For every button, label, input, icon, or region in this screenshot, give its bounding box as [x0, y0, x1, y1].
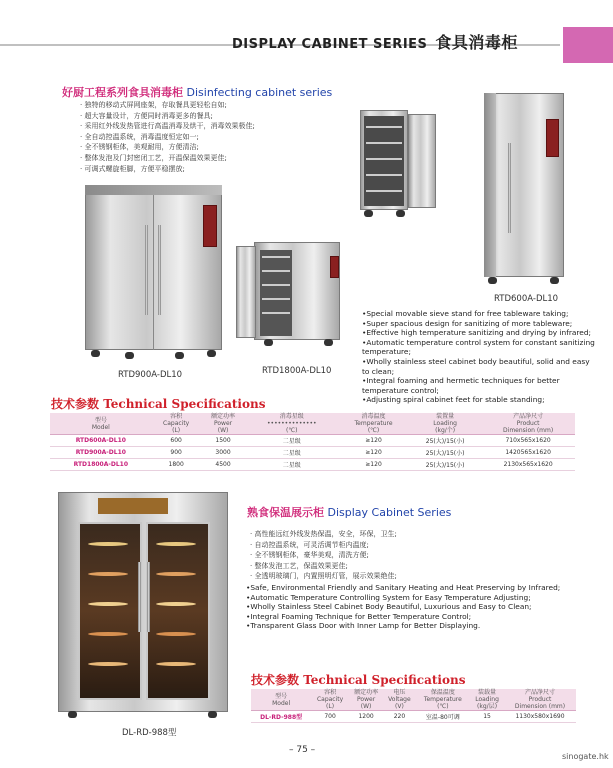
bullet-item: •Adjusting spiral cabinet feet for stable standing; — [362, 395, 545, 405]
spec-header-line: (V) — [395, 703, 404, 710]
spec-header-line: •••••••••••••• — [266, 420, 317, 427]
caption-rtd900a: RTD900A-DL10 — [118, 370, 183, 380]
spec-header-cell — [504, 689, 576, 711]
bullet-item: •Integral foaming and hermetic techniques for better — [362, 376, 560, 386]
spec-header-cell — [201, 413, 246, 435]
bullet-item: · 高性能远红外线发热保温，安全，环保，卫生; — [250, 530, 397, 538]
spec-header-cell — [416, 689, 471, 711]
table-row — [251, 711, 576, 723]
spec-header-line: 容积 — [324, 689, 337, 696]
spec-value-cell: 室温-80可调 — [416, 711, 471, 723]
spec-header-line: Temperature — [354, 420, 393, 427]
spec-header-line: 电压 — [393, 689, 406, 696]
bullet-item: · 全不锈钢柜体，美观耐用，方便清洁; — [80, 143, 199, 152]
spec-header-line: Product — [528, 696, 552, 703]
spec-header-line: (L) — [172, 427, 181, 434]
spec-header-line: Power — [357, 696, 376, 703]
bullet-item: •Safe, Environmental Friendly and Sanitary Heating and Heat Preserving by Infrared; — [246, 583, 561, 592]
spec-value-cell: 二星级 — [245, 435, 338, 447]
bullet-item: · 采用红外线发热管进行高温消毒及烘干，消毒效果极佳; — [80, 122, 255, 131]
spec-value-cell: 1200 — [349, 711, 383, 723]
bullet-item: temperature control; — [362, 385, 439, 395]
section2-spec-title-en: Technical Specifications — [303, 673, 466, 687]
spec-header-line: Loading — [433, 420, 457, 427]
section2-title — [247, 504, 451, 520]
section1-title-cn: 好厨工程系列食具消毒柜 — [62, 86, 183, 99]
table-row — [50, 447, 575, 459]
spec-model-cell: RTD1800A-DL10 — [50, 459, 152, 471]
bullet-item: •Automatic Temperature Controlling System for Easy Temperature Adjusting; — [246, 592, 531, 602]
spec-value-cell: 1130x580x1690 — [504, 711, 576, 723]
spec-value-cell: 25(大)/15(小) — [409, 435, 481, 447]
section2-spec-title-cn: 技术参数 — [251, 673, 300, 687]
bullet-item: temperature; — [362, 347, 411, 357]
bullet-item: · 可调式螺旋柜脚，方便平稳摆放; — [80, 164, 185, 173]
spec-value-cell: 1420565x1620 — [481, 447, 575, 459]
spec-value-cell: 1500 — [201, 435, 246, 447]
bullet-item: •Automatic temperature control system for constant sanitizing — [362, 337, 595, 347]
table-row — [50, 459, 575, 471]
spec-header-line: 消毒温度 — [361, 413, 386, 420]
spec-header-line: 额定功率 — [211, 413, 236, 420]
spec-header-line: 型号 — [275, 692, 288, 700]
rtd600a-cabinet-image — [478, 93, 568, 289]
section1-title — [62, 84, 332, 100]
spec-header-line: Model — [272, 699, 291, 707]
spec-header-cell — [311, 689, 349, 711]
spec-value-cell: 2130x565x1620 — [481, 459, 575, 471]
spec-value-cell: 二星级 — [245, 459, 338, 471]
spec-header-cell — [245, 413, 338, 435]
spec-value-cell: 25(大)/15(小) — [409, 447, 481, 459]
section1-spec-table — [50, 413, 575, 471]
spec-header-line: 装置量 — [436, 413, 455, 420]
spec-header-line: (W) — [360, 703, 372, 710]
spec-value-cell: ≥120 — [338, 447, 409, 459]
table-row — [50, 435, 575, 447]
spec-value-cell: 4500 — [201, 459, 246, 471]
spec-value-cell: 600 — [152, 435, 201, 447]
bullet-item: · 全自动控温系统，消毒温度恒定如一; — [80, 132, 199, 141]
bullet-item: to clean; — [362, 366, 395, 376]
bullet-item: · 整体发泡及门封密闭工艺，开温保温效果更佳; — [80, 153, 227, 162]
section2-spec-title — [251, 671, 465, 688]
spec-value-cell: 900 — [152, 447, 201, 459]
spec-header-line: Dimension (mm) — [514, 703, 566, 710]
spec-header-line: 消毒星级 — [279, 413, 304, 420]
spec-value-cell: ≥120 — [338, 435, 409, 447]
spec-value-cell: 700 — [311, 711, 349, 723]
section2-spec-table — [251, 689, 576, 723]
section2-title-cn: 熟食保温展示柜 — [247, 506, 324, 519]
section1-bullets-en — [362, 309, 602, 405]
spec-header-line: (kg/层) — [477, 703, 498, 710]
spec-header-cell — [470, 689, 504, 711]
spec-header-line: Voltage — [388, 696, 411, 703]
spec-header-line: 装载量 — [478, 689, 497, 696]
rtd900a-cabinet-image — [85, 185, 222, 360]
section1-spec-title — [51, 395, 265, 412]
bullet-item: •Effective high temperature sanitizing and drying by infrared; — [362, 328, 592, 338]
section1-spec-title-en: Technical Specifications — [103, 397, 266, 411]
spec-header-cell — [383, 689, 415, 711]
spec-header-line: (W) — [217, 427, 229, 434]
spec-header-cell — [409, 413, 481, 435]
spec-model-cell: DL-RD-988型 — [251, 711, 311, 723]
header-title-en: DISPLAY CABINET SERIES — [232, 37, 428, 52]
spec-value-cell: 25(大)/15(小) — [409, 459, 481, 471]
spec-value-cell: 710x565x1620 — [481, 435, 575, 447]
spec-header-line: 产品净尺寸 — [525, 689, 556, 696]
header-title-cn: 食具消毒柜 — [435, 33, 518, 52]
caption-rtd600a: RTD600A-DL10 — [494, 294, 559, 304]
spec-header-cell — [349, 689, 383, 711]
page-header-title — [232, 30, 518, 53]
spec-header-cell — [50, 413, 152, 435]
spec-header-cell — [338, 413, 409, 435]
page-number: – 75 – — [289, 745, 316, 755]
spec-header-line: Loading — [475, 696, 499, 703]
source-watermark: sinogate.hk — [562, 752, 609, 761]
spec-value-cell: ≥120 — [338, 459, 409, 471]
spec-model-cell: RTD900A-DL10 — [50, 447, 152, 459]
bullet-item: •Integral Foaming Technique for Better Temperature Control; — [246, 611, 472, 621]
caption-rtd1800a: RTD1800A-DL10 — [262, 366, 332, 376]
bullet-item: •Wholly Stainless Steel Cabinet Body Beautiful, Luxurious and Easy to Clean; — [246, 602, 532, 612]
spec-header-line: Product — [516, 420, 540, 427]
bullet-item: · 全不锈钢柜体，豪华美观，清洗方便; — [250, 551, 369, 560]
spec-value-cell: 220 — [383, 711, 415, 723]
spec-header-cell — [481, 413, 575, 435]
spec-header-line: Capacity — [316, 696, 344, 703]
dl-rd-988-cabinet-image — [58, 492, 228, 718]
section2-bullets-cn — [250, 529, 500, 582]
rtd600a-open-image — [350, 106, 440, 216]
spec-header-line: Temperature — [423, 696, 462, 703]
spec-model-cell: RTD600A-DL10 — [50, 435, 152, 447]
bullet-item: •Transparent Glass Door with Inner Lamp for Better Displaying. — [246, 621, 481, 631]
spec-header-line: (L) — [326, 703, 335, 710]
bullet-item: · 超大容量设计，方便同时消毒更多的餐具; — [80, 111, 213, 120]
spec-header-cell — [152, 413, 201, 435]
section1-bullets-cn — [80, 100, 300, 174]
spec-value-cell: 1800 — [152, 459, 201, 471]
spec-header-line: 型号 — [94, 416, 107, 424]
spec-header-line: 额定功率 — [354, 689, 379, 696]
caption-dl-rd-988: DL-RD-988型 — [122, 728, 177, 738]
spec-header-line: Model — [91, 423, 110, 431]
spec-value-cell: 3000 — [201, 447, 246, 459]
spec-header-line: 容积 — [170, 413, 183, 420]
section1-spec-title-cn: 技术参数 — [51, 397, 100, 411]
spec-value-cell: 15 — [470, 711, 504, 723]
spec-header-line: 保温温度 — [430, 689, 455, 696]
bullet-item: · 整体发泡工艺，保温效果更佳; — [250, 561, 348, 570]
spec-header-line: (℃) — [286, 427, 298, 434]
rtd1800a-cabinet-image — [234, 236, 344, 346]
bullet-item: · 自动控温系统，可灵活调节柜内温度; — [250, 540, 369, 549]
bullet-item: · 全透明玻璃门，内置照明灯管，展示效果绝佳; — [250, 572, 397, 581]
spec-header-line: Capacity — [163, 420, 190, 427]
bullet-item: •Super spacious design for sanitizing of more tableware; — [362, 318, 573, 328]
spec-header-line: Dimension (mm) — [503, 427, 554, 434]
section2-bullets-en — [246, 583, 596, 631]
spec-header-cell — [251, 689, 311, 711]
bullet-item: · 独特的移动式屏网座架，存取餐具更轻松自如; — [80, 101, 227, 109]
section1-title-en: Disinfecting cabinet series — [186, 86, 333, 99]
spec-header-line: 产品净尺寸 — [513, 413, 544, 420]
section2-title-en: Display Cabinet Series — [327, 506, 452, 519]
spec-header-line: (kg/个) — [435, 427, 456, 434]
spec-header-line: (℃) — [367, 427, 380, 434]
spec-value-cell: 二星级 — [245, 447, 338, 459]
spec-header-line: Power — [213, 420, 233, 427]
header-accent-block — [563, 27, 613, 63]
spec-header-line: (℃) — [437, 703, 449, 710]
bullet-item: •Wholly stainless steel cabinet body beautiful, solid and easy — [362, 356, 590, 366]
bullet-item: •Special movable sieve stand for free tableware taking; — [362, 309, 569, 318]
